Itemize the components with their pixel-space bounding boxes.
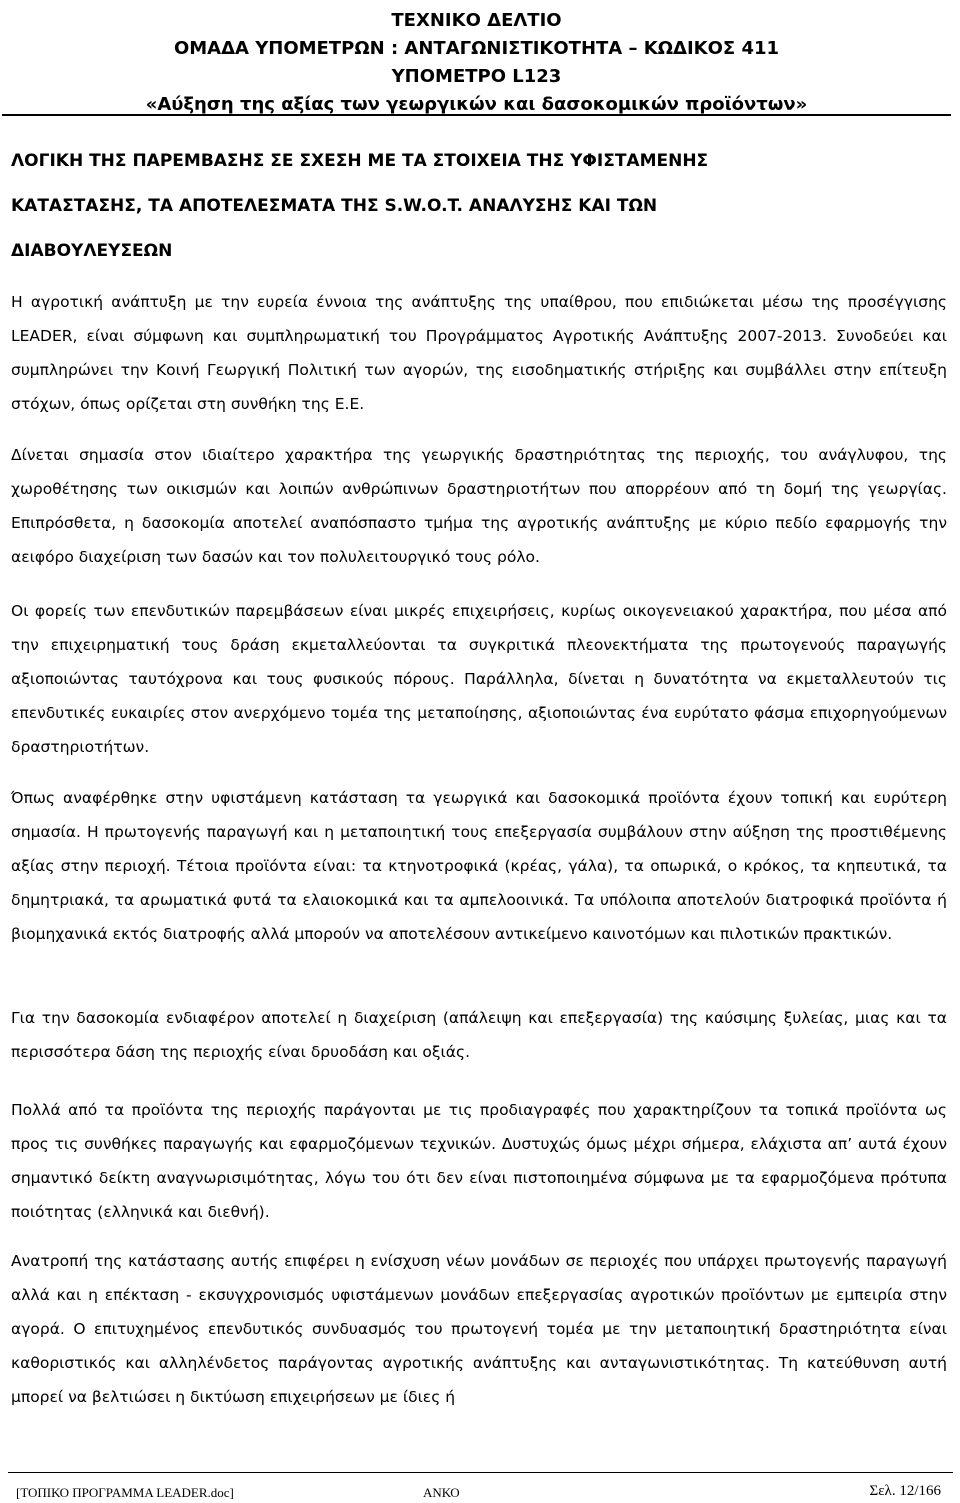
header-subtitle: «Αύξηση της αξίας των γεωργικών και δασοκομικών προϊόντων» xyxy=(145,94,808,115)
body-paragraph: Όπως αναφέρθηκε στην υφιστάμενη κατάσταση τα γεωργικά και δασοκομικά προϊόντα έχουν τοπική και ευρύτερη σημασία. Η πρωτογενής παραγωγή και η μεταποιητική τους επεξεργασία συμβάλουν στην αύξηση της προστιθέμενης αξίας στην περιοχή. Τέτοια προϊόντα είναι: τα κτηνοτροφικά (κρέας, γάλα), τα οπωρικά, ο κρόκος, τα κηπευτικά, τα δημητριακά, τα αρωματικά φυτά τα ελαιοκομικά και τα αμπελοοινικά. Τα υπόλοιπα αποτελούν διατροφικά προϊόντα ή βιομηχανικά εκτός διατροφής αλλά μπορούν να αποτελέσουν αντικείμενο καινοτόμων και πιλοτικών πρακτικών. xyxy=(11,789,947,943)
section-title-line: ΛΟΓΙΚΗ ΤΗΣ ΠΑΡΕΜΒΑΣΗΣ ΣΕ ΣΧΕΣΗ ΜΕ ΤΑ ΣΤΟΙΧΕΙΑ ΤΗΣ ΥΦΙΣΤΑΜΕΝΗΣ xyxy=(11,151,709,171)
header-submeasure: ΥΠΟΜΕΤΡΟ L123 xyxy=(391,66,562,87)
body-paragraph: Η αγροτική ανάπτυξη με την ευρεία έννοια της ανάπτυξης της υπαίθρου, που επιδιώκεται μέσω της προσέγγισης LEADER, είναι σύμφωνη και συμπληρωματική του Προγράμματος Αγροτικής Ανάπτυξης 2007-2013. Συνοδεύει και συμπληρώνει την Κοινή Γεωργική Πολιτική των αγορών, της εισοδηματικής στήριξης και συμβάλλει στην επίτευξη στόχων, όπως ορίζεται στη συνθήκη της Ε.Ε. xyxy=(11,293,947,413)
footer-page-number: Σελ. 12/166 xyxy=(869,1483,941,1499)
section-title-line: ΚΑΤΑΣΤΑΣΗΣ, ΤΑ ΑΠΟΤΕΛΕΣΜΑΤΑ ΤΗΣ S.W.O.T. ΑΝΑΛΥΣΗΣ ΚΑΙ ΤΩΝ xyxy=(11,196,658,216)
body-paragraph: Πολλά από τα προϊόντα της περιοχής παράγονται με τις προδιαγραφές που χαρακτηρίζουν τα τοπικά προϊόντα ως προς τις συνθήκες παραγωγής και εφαρμοζόμενων τεχνικών. Δυστυχώς όμως μέχρι σήμερα, ελάχιστα απ’ αυτά έχουν σημαντικό δείκτη αναγνωρισιμότητας, λόγω του ότι δεν είναι πιστοποιημένα σύμφωνα με τα εφαρμοζόμενα πρότυπα ποιότητας (ελληνικά και διεθνή). xyxy=(11,1101,947,1221)
body-paragraph: Για την δασοκομία ενδιαφέρον αποτελεί η διαχείριση (απάλειψη και επεξεργασία) της καύσιμης ξυλείας, μιας και τα περισσότερα δάση της περιοχής είναι δρυοδάση και οξιάς. xyxy=(11,1009,947,1061)
section-title-line: ΔΙΑΒΟΥΛΕΥΣΕΩΝ xyxy=(11,241,173,261)
document-header xyxy=(2,0,951,116)
footer-filename: [ΤΟΠΙΚΟ ΠΡΟΓΡΑΜΜΑ LEADER.doc] xyxy=(16,1485,234,1500)
section-title xyxy=(11,148,947,283)
page-footer xyxy=(8,1472,953,1501)
body-paragraph: Ανατροπή της κατάστασης αυτής επιφέρει η ενίσχυση νέων μονάδων σε περιοχές που υπάρχει πρωτογενής παραγωγή αλλά και η επέκταση - εκσυγχρονισμός υφιστάμενων μονάδων επεξεργασίας αγροτικών προϊόντων με εμπειρία στην αγορά. Ο επιτυχημένος επενδυτικός συνδυασμός του πρωτογενή τομέα με την μεταποιητική δραστηριότητα είναι καθοριστικός και αλληλένδετος παράγοντας αγροτικής ανάπτυξης και ανταγωνιστικότητας. Τη κατεύθυνση αυτή μπορεί να βελτιώσει η δικτύωση επιχειρήσεων με ίδιες ή xyxy=(11,1252,947,1406)
header-title: ΤΕΧΝΙΚΟ ΔΕΛΤΙΟ xyxy=(391,10,562,31)
header-measure-group: ΟΜΑΔΑ ΥΠΟΜΕΤΡΩΝ : ΑΝΤΑΓΩΝΙΣΤΙΚΟΤΗΤΑ – ΚΩΔΙΚΟΣ 411 xyxy=(173,38,780,59)
footer-organization: ΑΝΚΟ xyxy=(423,1485,460,1500)
body-paragraph: Οι φορείς των επενδυτικών παρεμβάσεων είναι μικρές επιχειρήσεις, κυρίως οικογενειακού χαρακτήρα, που μέσα από την επιχειρηματική τους δράση εκμεταλλεύονται τα συγκριτικά πλεονεκτήματα της πρωτογενούς παραγωγής αξιοποιώντας ταυτόχρονα και τους φυσικούς πόρους. Παράλληλα, δίνεται η δυνατότητα να εκμεταλλευτούν τις επενδυτικές ευκαιρίες στον ανερχόμενο τομέα της μεταποίησης, αξιοποιώντας ένα ευρύτατο φάσμα επιχορηγούμενων δραστηριοτήτων. xyxy=(11,602,947,756)
body-paragraph: Δίνεται σημασία στον ιδιαίτερο χαρακτήρα της γεωργικής δραστηριότητας της περιοχής, του ανάγλυφου, της χωροθέτησης των οικισμών και λοιπών ανθρώπινων δραστηριοτήτων που απορρέουν από τη δομή της γεωργίας. Επιπρόσθετα, η δασοκομία αποτελεί αναπόσπαστο τμήμα της αγροτικής ανάπτυξης με κύριο πεδίο εφαρμογής την αειφόρο διαχείριση των δασών και τον πολυλειτουργικό τους ρόλο. xyxy=(11,446,947,566)
